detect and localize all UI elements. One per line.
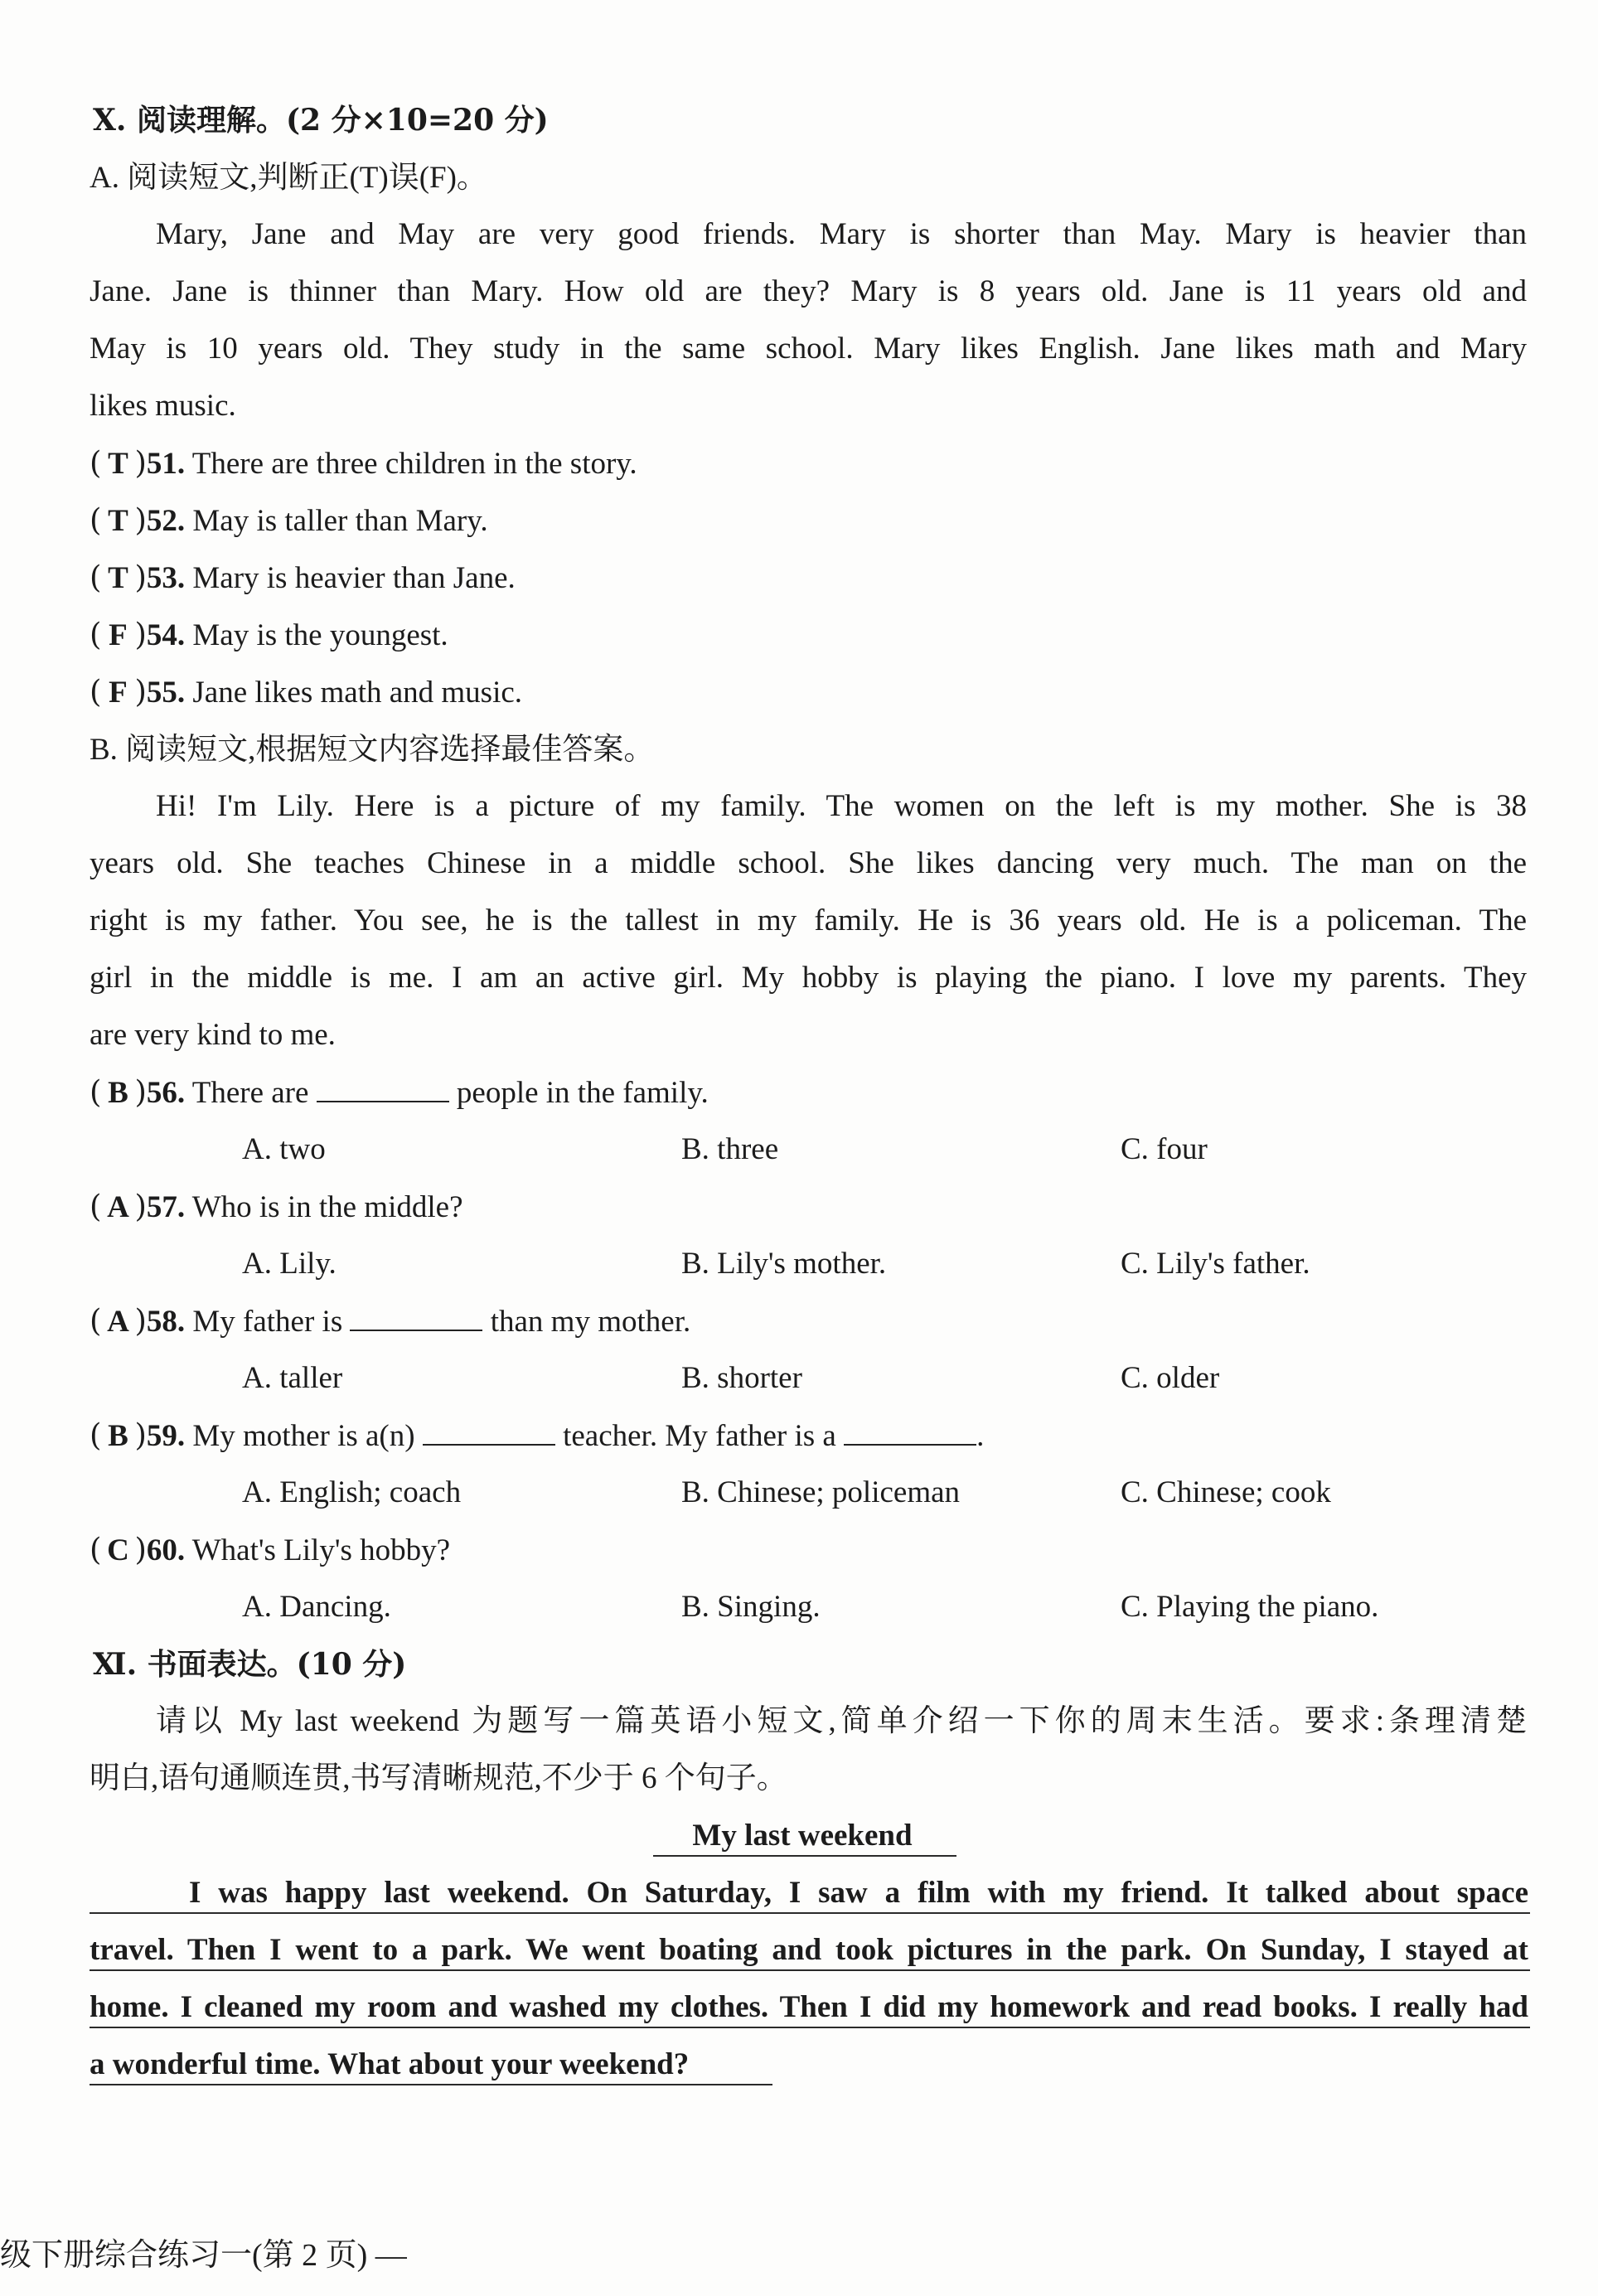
essay-line: travel. Then I went to a park. We went boating and took pictures in the park. On Sunday, I stayed at bbox=[90, 1933, 1528, 1967]
answer-blank bbox=[423, 1419, 555, 1446]
question-text: teacher. My father is a bbox=[563, 1419, 836, 1453]
question-text: There are bbox=[191, 1076, 309, 1110]
question-number: 58. bbox=[146, 1305, 186, 1339]
answer-mark: B bbox=[108, 1076, 128, 1110]
reading-section-title: Ⅹ. 阅读理解。(2 分×10=20 分) bbox=[93, 103, 549, 138]
question-text: . bbox=[976, 1419, 985, 1453]
tf-question-55: ( F )55. Jane likes math and music. bbox=[90, 671, 522, 714]
part-b-passage-line: Hi! I'm Lily. Here is a picture of my family. The women on the left is my mother. She is 38 bbox=[156, 789, 1527, 823]
essay-title-underline bbox=[653, 1855, 956, 1857]
part-b-passage-line: girl in the middle is me. I am an active girl. My hobby is playing the piano. I love my parents. They bbox=[90, 961, 1527, 995]
tf-question-54: ( F )54. May is the youngest. bbox=[90, 614, 448, 656]
tf-question-52: ( T )52. May is taller than Mary. bbox=[90, 500, 488, 542]
option-b: B. Chinese; policeman bbox=[681, 1475, 961, 1509]
option-a: A. taller bbox=[242, 1361, 343, 1395]
answer-mark: C bbox=[107, 1533, 129, 1567]
option-a: A. Dancing. bbox=[242, 1590, 391, 1624]
essay-line: I was happy last weekend. On Saturday, I saw a film with my friend. It talked about space bbox=[189, 1876, 1528, 1910]
question-text: My mother is a(n) bbox=[192, 1419, 415, 1453]
essay-underline bbox=[90, 2027, 1530, 2028]
essay-line: home. I cleaned my room and washed my clothes. Then I did my homework and read books. I really had bbox=[90, 1990, 1528, 2024]
essay-line: a wonderful time. What about your weekend? bbox=[90, 2047, 690, 2081]
question-text: Jane likes math and music. bbox=[192, 676, 523, 710]
answer-mark: F bbox=[109, 676, 128, 710]
mc-question-56: ( B )56. There are people in the family. bbox=[90, 1072, 709, 1114]
option-c: C. Chinese; cook bbox=[1121, 1475, 1331, 1509]
question-text: What's Lily's hobby? bbox=[191, 1533, 451, 1567]
part-a-passage-line: Jane. Jane is thinner than Mary. How old are they? Mary is 8 years old. Jane is 11 years old and bbox=[90, 274, 1527, 308]
question-text: May is the youngest. bbox=[192, 618, 448, 652]
tf-question-53: ( T )53. Mary is heavier than Jane. bbox=[90, 557, 516, 599]
option-c: C. older bbox=[1121, 1361, 1220, 1395]
mc-question-58: ( A )58. My father is than my mother. bbox=[90, 1301, 690, 1343]
answer-mark: T bbox=[108, 447, 128, 481]
answer-mark: F bbox=[109, 618, 128, 652]
option-c: C. Playing the piano. bbox=[1121, 1590, 1379, 1624]
question-number: 51. bbox=[146, 447, 186, 481]
option-b: B. Lily's mother. bbox=[681, 1247, 887, 1281]
answer-blank bbox=[317, 1076, 449, 1102]
question-number: 52. bbox=[146, 504, 186, 538]
answer-mark: T bbox=[108, 504, 128, 538]
writing-prompt-line: 明白,语句通顺连贯,书写清晰规范,不少于 6 个句子。 bbox=[90, 1761, 787, 1795]
question-text: people in the family. bbox=[456, 1076, 709, 1110]
essay-underline bbox=[90, 2084, 772, 2085]
question-text: May is taller than Mary. bbox=[192, 504, 488, 538]
answer-blank bbox=[350, 1305, 482, 1331]
option-b: B. shorter bbox=[681, 1361, 802, 1395]
page-footer: 级下册综合练习一(第 2 页) — bbox=[0, 2238, 407, 2273]
question-number: 57. bbox=[146, 1190, 186, 1224]
question-text: Who is in the middle? bbox=[191, 1190, 463, 1224]
mc-question-60: ( C )60. What's Lily's hobby? bbox=[90, 1529, 450, 1572]
question-number: 53. bbox=[146, 561, 186, 595]
answer-mark: A bbox=[107, 1305, 129, 1339]
option-b: B. Singing. bbox=[681, 1590, 821, 1624]
answer-mark: B bbox=[108, 1419, 128, 1453]
question-text: My father is bbox=[192, 1305, 343, 1339]
part-b-passage-line: years old. She teaches Chinese in a middle school. She likes dancing very much. The man on the bbox=[90, 846, 1527, 880]
question-text: There are three children in the story. bbox=[191, 447, 637, 481]
option-a: A. two bbox=[242, 1132, 326, 1166]
essay-underline bbox=[90, 1912, 1530, 1914]
tf-question-51: ( T )51. There are three children in the story. bbox=[90, 443, 637, 485]
part-a-passage-line: likes music. bbox=[90, 389, 236, 423]
mc-question-57: ( A )57. Who is in the middle? bbox=[90, 1186, 463, 1228]
writing-section-title: Ⅺ. 书面表达。(10 分) bbox=[93, 1647, 407, 1682]
option-a: A. Lily. bbox=[242, 1247, 337, 1281]
answer-blank bbox=[844, 1419, 976, 1446]
part-a-passage-line: Mary, Jane and May are very good friends. Mary is shorter than May. Mary is heavier than bbox=[156, 217, 1527, 251]
question-text: Mary is heavier than Jane. bbox=[192, 561, 516, 595]
essay-title: My last weekend bbox=[692, 1819, 913, 1853]
part-b-instruction: B. 阅读短文,根据短文内容选择最佳答案。 bbox=[90, 733, 655, 767]
option-b: B. three bbox=[681, 1132, 779, 1166]
answer-mark: A bbox=[107, 1190, 129, 1224]
option-c: C. Lily's father. bbox=[1121, 1247, 1310, 1281]
question-number: 60. bbox=[146, 1533, 186, 1567]
mc-question-59: ( B )59. My mother is a(n) teacher. My father is a . bbox=[90, 1415, 984, 1457]
option-a: A. English; coach bbox=[242, 1475, 462, 1509]
answer-mark: T bbox=[108, 561, 128, 595]
question-number: 56. bbox=[146, 1076, 186, 1110]
part-b-passage-line: right is my father. You see, he is the tallest in my family. He is 36 years old. He is a policeman. The bbox=[90, 903, 1527, 937]
writing-prompt-line: 请以 My last weekend 为题写一篇英语小短文,简单介绍一下你的周末生活。要求:条理清楚 bbox=[156, 1704, 1527, 1738]
question-number: 59. bbox=[146, 1419, 186, 1453]
part-a-instruction: A. 阅读短文,判断正(T)误(F)。 bbox=[90, 161, 487, 195]
question-number: 54. bbox=[146, 618, 186, 652]
essay-underline bbox=[90, 1969, 1530, 1971]
option-c: C. four bbox=[1121, 1132, 1208, 1166]
question-number: 55. bbox=[146, 676, 186, 710]
part-b-passage-line: are very kind to me. bbox=[90, 1018, 336, 1052]
part-a-passage-line: May is 10 years old. They study in the same school. Mary likes English. Jane likes math and Mary bbox=[90, 332, 1527, 366]
question-text: than my mother. bbox=[490, 1305, 691, 1339]
